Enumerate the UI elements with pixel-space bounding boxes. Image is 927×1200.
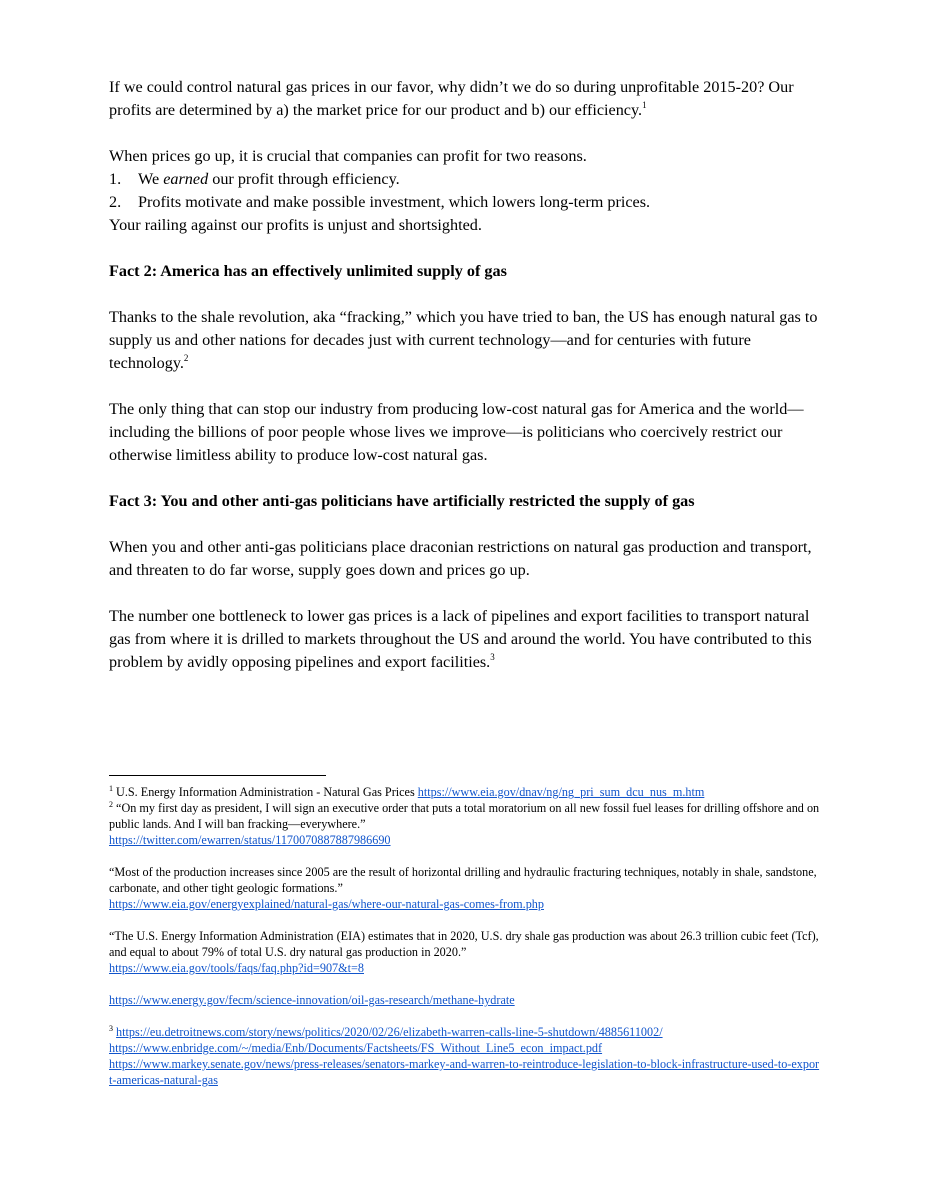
reasons-list (109, 168, 821, 214)
footnote-2-link-4 (109, 992, 821, 1008)
list-number: 1. (109, 170, 122, 188)
footnote-ref-1[interactable]: 1 (642, 100, 647, 110)
footnote-quote: “Most of the production increases since 2005 are the result of horizontal drilling and hydraulic fracturing techniques, notably in shale, sandstone, carbonate, and other tight geologic formations.” (109, 865, 817, 895)
footnote-3 (109, 1024, 821, 1088)
footnote-number: 3 (109, 1024, 113, 1033)
footnote-2 (109, 800, 821, 848)
heading-fact-3: Fact 3: You and other anti-gas politicians have artificially restricted the supply of gas (109, 492, 695, 510)
list-item-text: Profits motivate and make possible investment, which lowers long-term prices. (138, 193, 651, 211)
paragraph-profits (109, 76, 821, 122)
list-item (109, 168, 821, 191)
paragraph-only-thing: The only thing that can stop our industry from producing low-cost natural gas for America and the world—including the billions of poor people whose lives we improve—is politicians who coercively restrict our otherwise limitless ability to produce low-cost natural gas. (109, 400, 804, 464)
footnote-link[interactable]: https://www.eia.gov/dnav/ng/ng_pri_sum_dcu_nus_m.htm (417, 785, 705, 799)
emphasis-earned: earned (163, 170, 209, 188)
paragraph-restrictions: When you and other anti-gas politicians place draconian restrictions on natural gas production and transport, and threaten to do far worse, supply goes down and prices go up. (109, 538, 812, 579)
footnotes-section (109, 775, 821, 1088)
footnote-link[interactable]: https://www.enbridge.com/~/media/Enb/Documents/Factsheets/FS_Without_Line5_econ_impact.pdf (109, 1041, 603, 1055)
footnote-number: 1 (109, 784, 113, 793)
footnote-link[interactable]: https://www.eia.gov/tools/faqs/faq.php?id=907&t=8 (109, 961, 364, 975)
footnote-2-quote-3 (109, 928, 821, 976)
footnote-link[interactable]: https://www.markey.senate.gov/news/press-releases/senators-markey-and-warren-to-reintroduce-legislation-to-block-infrastructure-used-to-export-americas-natural-gas (109, 1057, 820, 1087)
paragraph-shale-text: Thanks to the shale revolution, aka “fracking,” which you have tried to ban, the US has enough natural gas to supply us and other nations for decades just with current technology—and for centuries with future technology. (109, 308, 818, 372)
document-body (109, 76, 821, 674)
list-item-text: our profit through efficiency. (208, 170, 400, 188)
heading-fact-2: Fact 2: America has an effectively unlimited supply of gas (109, 262, 507, 280)
footnote-spacer (109, 976, 821, 992)
footnote-link[interactable]: https://eu.detroitnews.com/story/news/politics/2020/02/26/elizabeth-warren-calls-line-5-shutdown/4885611002/ (116, 1025, 663, 1039)
footnote-ref-3[interactable]: 3 (490, 652, 495, 662)
list-number: 2. (109, 193, 122, 211)
footnote-divider (109, 775, 326, 776)
footnote-quote: “On my first day as president, I will sign an executive order that puts a total moratorium on all new fossil fuel leases for drilling offshore and on public lands. And I will ban fracking—everywhere.” (109, 801, 820, 831)
footnote-spacer (109, 912, 821, 928)
footnote-quote: “The U.S. Energy Information Administration (EIA) estimates that in 2020, U.S. dry shale gas production was about 26.3 trillion cubic feet (Tcf), and equal to about 79% of total U.S. dry natural gas production in 2020.” (109, 929, 819, 959)
list-item-text: We (138, 170, 164, 188)
footnote-text: U.S. Energy Information Administration - Natural Gas Prices (113, 785, 418, 799)
footnote-spacer (109, 1008, 821, 1024)
footnote-spacer (109, 848, 821, 864)
list-item (109, 191, 821, 214)
paragraph-bottleneck (109, 605, 821, 674)
footnote-link[interactable]: https://twitter.com/ewarren/status/1170070887887986690 (109, 833, 391, 847)
paragraph-prices-up: When prices go up, it is crucial that companies can profit for two reasons. (109, 147, 587, 165)
paragraph-railing: Your railing against our profits is unjust and shortsighted. (109, 216, 482, 234)
footnote-ref-2[interactable]: 2 (183, 353, 189, 363)
paragraph-profits-text: If we could control natural gas prices in our favor, why didn’t we do so during unprofitable 2015-20? Our profits are determined by a) the market price for our product and b) our efficiency. (109, 78, 794, 119)
footnote-link[interactable]: https://www.energy.gov/fecm/science-innovation/oil-gas-research/methane-hydrate (109, 993, 515, 1007)
footnote-2-quote-2 (109, 864, 821, 912)
footnote-link[interactable]: https://www.eia.gov/energyexplained/natural-gas/where-our-natural-gas-comes-from.php (109, 897, 544, 911)
footnote-1 (109, 784, 821, 800)
footnote-number: 2 (109, 800, 113, 809)
paragraph-shale (109, 306, 821, 375)
paragraph-bottleneck-text: The number one bottleneck to lower gas prices is a lack of pipelines and export facilities to transport natural gas from where it is drilled to markets throughout the US and around the world. You have contributed to this problem by avidly opposing pipelines and export facilities. (109, 607, 812, 671)
